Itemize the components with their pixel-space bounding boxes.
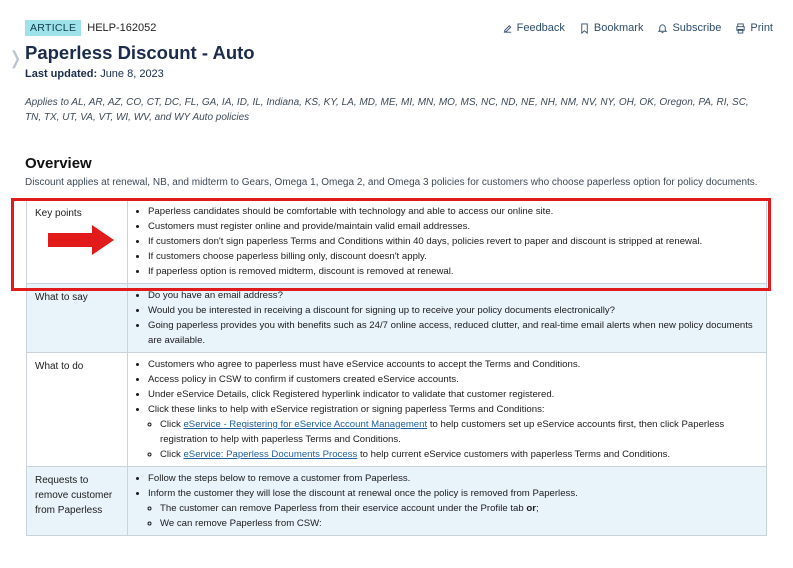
- row-label: What to say: [27, 284, 128, 353]
- row-content: [128, 200, 767, 284]
- sub-item-prefix: Click: [160, 449, 184, 460]
- row-label: What to do: [27, 353, 128, 467]
- printer-icon: [735, 23, 746, 34]
- list-item: [148, 486, 756, 531]
- overview-text: Discount applies at renewal, NB, and midterm to Gears, Omega 1, Omega 2, and Omega 3 policies for customers who choose paperless option for policy documents.: [25, 177, 758, 188]
- sub-list-item: ◦ We can remove Paperless from CSW:: [160, 516, 756, 531]
- collapse-chevron-icon[interactable]: ❭: [8, 48, 24, 68]
- list-item: • Customers who agree to paperless must have eService accounts to accept the Terms and Conditions.: [148, 357, 756, 372]
- sub-item-text: The customer can remove Paperless from their eservice account under the Profile tab: [160, 503, 527, 514]
- print-button[interactable]: [735, 22, 773, 34]
- subscribe-label: Subscribe: [672, 22, 722, 34]
- overview-heading: Overview: [25, 155, 92, 172]
- sub-list-item: [160, 501, 756, 516]
- red-arrow-icon: [48, 225, 114, 255]
- edit-icon: [502, 23, 513, 34]
- row-label: Requests to remove customer from Paperless: [27, 467, 128, 536]
- row-content: [128, 467, 767, 536]
- applies-to-text: Applies to AL, AR, AZ, CO, CT, DC, FL, GA, IA, ID, IL, Indiana, KS, KY, LA, MD, ME, MI, MN, MO, MS, NC, ND, NE, NH, NM, NV, NY, OH, OK, Oregon, PA, RI, SC, TN, TX, UT, VA, VT, WI, WV, and WY Auto policies: [25, 97, 749, 123]
- bookmark-icon: [579, 23, 590, 34]
- list-item: • Would you be interested in receiving a discount for signing up to receive your policy documents electronically?: [148, 303, 756, 318]
- bookmark-label: Bookmark: [593, 22, 644, 34]
- article-header-bar: [25, 19, 773, 37]
- table-row-key-points: [27, 200, 767, 284]
- table-row-what-to-do: [27, 353, 767, 467]
- list-item: • Access policy in CSW to confirm if customers created eService accounts.: [148, 372, 756, 387]
- bookmark-button[interactable]: [579, 22, 644, 34]
- sub-list-item: [160, 417, 756, 447]
- table-row-requests-remove: [27, 467, 767, 536]
- sub-item-bold: or: [526, 503, 536, 514]
- table-row-what-to-say: [27, 284, 767, 353]
- last-updated: [25, 68, 164, 80]
- feedback-button[interactable]: [502, 22, 565, 34]
- list-item: • Paperless candidates should be comfortable with technology and able to access our online site.: [148, 204, 756, 219]
- article-table: [26, 199, 767, 536]
- article-id: HELP-162052: [87, 22, 157, 34]
- article-type-badge: ARTICLE: [25, 20, 81, 36]
- last-updated-date: June 8, 2023: [100, 68, 164, 80]
- list-item: • If customers choose paperless billing only, discount doesn't apply.: [148, 249, 756, 264]
- subscribe-button[interactable]: [657, 22, 721, 34]
- list-item: • Customers must register online and provide/maintain valid email addresses.: [148, 219, 756, 234]
- sub-item-suffix: to help customers set up eService accounts first, then click Paperless registration to help with paperless Terms and Conditions.: [160, 419, 725, 445]
- list-item: [148, 402, 756, 462]
- list-item-text: Inform the customer they will lose the discount at renewal once the policy is removed from Paperless.: [148, 488, 578, 499]
- last-updated-label: Last updated:: [25, 68, 98, 80]
- list-item: • Do you have an email address?: [148, 288, 756, 303]
- page-title: Paperless Discount - Auto: [25, 42, 255, 63]
- row-label: Key points: [27, 200, 128, 284]
- sub-item-suffix: to help current eService customers with paperless Terms and Conditions.: [357, 449, 671, 460]
- row-content: [128, 284, 767, 353]
- article-actions: [502, 22, 773, 34]
- list-item: • Follow the steps below to remove a customer from Paperless.: [148, 471, 756, 486]
- sub-item-suffix: ;: [535, 503, 539, 514]
- eservice-registering-link[interactable]: eService - Registering for eService Account Management: [183, 419, 428, 430]
- feedback-label: Feedback: [516, 22, 565, 34]
- sub-list-item: [160, 447, 756, 462]
- row-content: [128, 353, 767, 467]
- list-item: • If customers don't sign paperless Terms and Conditions within 40 days, policies revert to paper and discount is stripped at renewal.: [148, 234, 756, 249]
- list-item: • If paperless option is removed midterm, discount is removed at renewal.: [148, 264, 756, 279]
- list-item-text: Click these links to help with eService registration or signing paperless Terms and Conditions:: [148, 404, 545, 415]
- bell-icon: [657, 23, 668, 34]
- list-item: • Under eService Details, click Registered hyperlink indicator to validate that customer registered.: [148, 387, 756, 402]
- list-item: • Going paperless provides you with benefits such as 24/7 online access, reduced clutter, and real-time email alerts when new policy documents are available.: [148, 318, 756, 348]
- eservice-paperless-docs-link[interactable]: eService: Paperless Documents Process: [183, 449, 358, 460]
- print-label: Print: [750, 22, 773, 34]
- sub-item-prefix: Click: [160, 419, 184, 430]
